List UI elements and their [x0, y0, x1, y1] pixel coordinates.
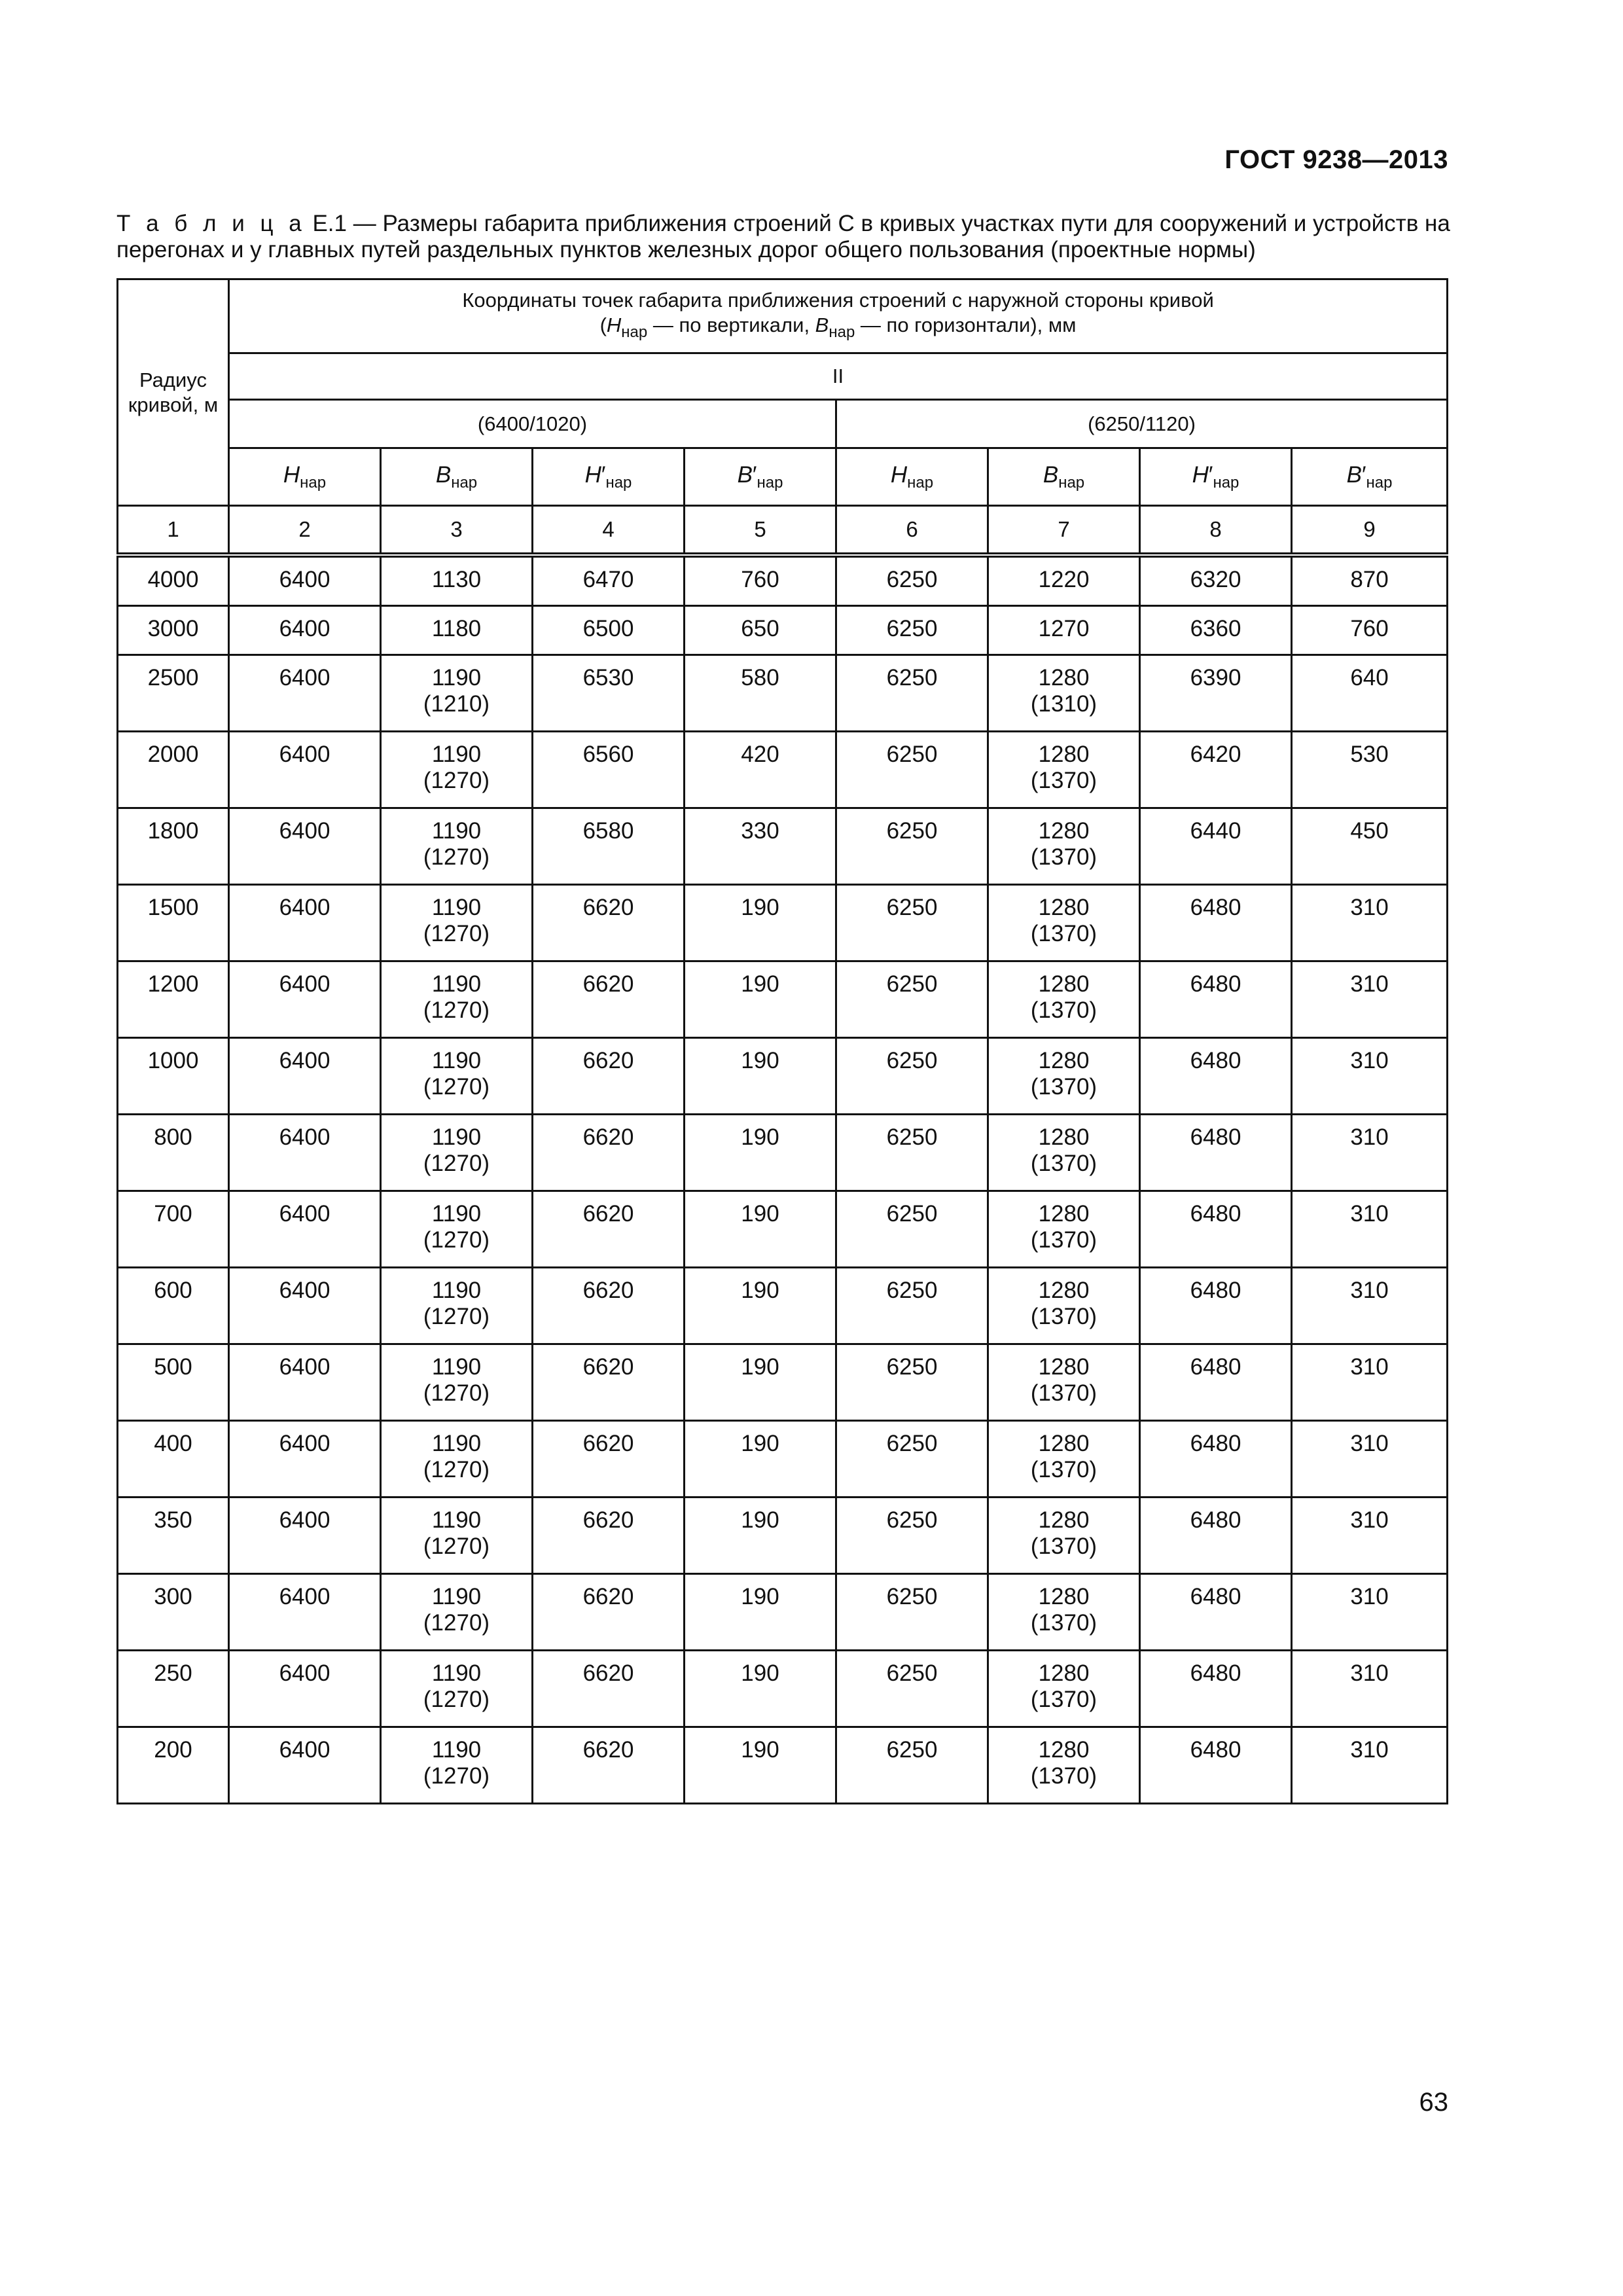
column-number-row [118, 506, 1448, 556]
table-cell: 6250 [836, 1191, 988, 1268]
table-cell: 6620 [533, 961, 685, 1038]
table-cell: 6400 [229, 961, 381, 1038]
column-symbol-cell: $H'_{нар}$ [1140, 448, 1292, 506]
table-row [118, 1268, 1448, 1344]
table-cell: 1200 [118, 961, 229, 1038]
table-cell: 1280 (1370) [988, 961, 1140, 1038]
column-number-cell: 7 [988, 506, 1140, 556]
table-cell: 6620 [533, 1727, 685, 1804]
column-symbol-row [118, 448, 1448, 506]
column-symbol-cell: $B'_{нар}$ [1292, 448, 1448, 506]
table-row [118, 1498, 1448, 1574]
table-cell: 6470 [533, 555, 685, 606]
table-cell: 1190 (1270) [381, 1421, 533, 1498]
table-cell: 6400 [229, 732, 381, 808]
table-cell: 310 [1292, 1651, 1448, 1727]
table-cell: 1190 (1270) [381, 1115, 533, 1191]
table-row [118, 1191, 1448, 1268]
table-cell: 760 [685, 555, 836, 606]
table-cell: 190 [685, 1574, 836, 1651]
table-cell: 800 [118, 1115, 229, 1191]
table-cell: 1280 (1370) [988, 732, 1140, 808]
table-cell: 6360 [1140, 606, 1292, 655]
coordinates-header-line2: ($H_{нар}$ — по вертикали, $B_{нар}$ — по горизонтали), мм [599, 313, 1077, 341]
table-cell: 4000 [118, 555, 229, 606]
column-number-cell: 3 [381, 506, 533, 556]
table-cell: 6400 [229, 885, 381, 961]
table-cell: 580 [685, 655, 836, 732]
table-cell: 6250 [836, 1727, 988, 1804]
table-cell: 1280 (1370) [988, 1574, 1140, 1651]
table-cell: 6480 [1140, 1191, 1292, 1268]
table-cell: 310 [1292, 1727, 1448, 1804]
table-cell: 6480 [1140, 1038, 1292, 1115]
table-cell: 310 [1292, 1421, 1448, 1498]
table-cell: 1190 (1270) [381, 1191, 533, 1268]
table-cell: 2000 [118, 732, 229, 808]
table-cell: 6480 [1140, 1268, 1292, 1344]
table-cell: 6400 [229, 808, 381, 885]
column-number-cell: 1 [118, 506, 229, 556]
table-cell: 350 [118, 1498, 229, 1574]
table-cell: 6620 [533, 1498, 685, 1574]
table-cell: 1190 (1270) [381, 1727, 533, 1804]
table-row [118, 732, 1448, 808]
table-cell: 6250 [836, 1268, 988, 1344]
table-cell: 190 [685, 1651, 836, 1727]
table-cell: 420 [685, 732, 836, 808]
table-cell: 1280 (1370) [988, 1268, 1140, 1344]
table-cell: 6620 [533, 1115, 685, 1191]
table-cell: 190 [685, 1038, 836, 1115]
table-cell: 1280 (1370) [988, 1344, 1140, 1421]
table-row [118, 808, 1448, 885]
table-row [118, 1115, 1448, 1191]
table-cell: 310 [1292, 1191, 1448, 1268]
table-cell: 6400 [229, 1498, 381, 1574]
table-cell: 6400 [229, 1421, 381, 1498]
table-cell: 6500 [533, 606, 685, 655]
table-row [118, 1727, 1448, 1804]
table-cell: 310 [1292, 1344, 1448, 1421]
column-number-cell: 5 [685, 506, 836, 556]
table-row [118, 1574, 1448, 1651]
coordinates-header-line1: Координаты точек габарита приближения строений с наружной стороны кривой [462, 288, 1214, 312]
table-cell: 6480 [1140, 961, 1292, 1038]
table-cell: 6440 [1140, 808, 1292, 885]
table-cell: 6480 [1140, 1498, 1292, 1574]
table-cell: 6620 [533, 1574, 685, 1651]
table-cell: 760 [1292, 606, 1448, 655]
table-cell: 190 [685, 1344, 836, 1421]
table-header [118, 279, 1448, 506]
table-cell: 1280 (1370) [988, 1651, 1140, 1727]
table-cell: 190 [685, 1498, 836, 1574]
table-cell: 6250 [836, 732, 988, 808]
table-cell: 650 [685, 606, 836, 655]
column-number-cell: 8 [1140, 506, 1292, 556]
table-cell: 1280 (1370) [988, 808, 1140, 885]
column-number-body [118, 506, 1448, 556]
table-cell: 6480 [1140, 1421, 1292, 1498]
table-cell: 1190 (1270) [381, 1498, 533, 1574]
table-row [118, 555, 1448, 606]
table-cell: 6480 [1140, 1344, 1292, 1421]
table-cell: 1190 (1270) [381, 808, 533, 885]
table-cell: 2500 [118, 655, 229, 732]
group-header-6250-1120: (6250/1120) [836, 400, 1448, 448]
table-cell: 190 [685, 1421, 836, 1498]
table-row [118, 1651, 1448, 1727]
table-cell: 6400 [229, 555, 381, 606]
table-cell: 1190 (1210) [381, 655, 533, 732]
column-symbol-cell: $H_{нар}$ [836, 448, 988, 506]
table-cell: 500 [118, 1344, 229, 1421]
table-cell: 1000 [118, 1038, 229, 1115]
table-row [118, 885, 1448, 961]
table-cell: 190 [685, 1727, 836, 1804]
caption-text: Е.1 — Размеры габарита приближения строений С в кривых участках пути для сооружений и устройств на перегонах и у главных путей раздельных пунктов железных дорог общего пользования (проектные нормы) [116, 211, 1450, 262]
table-cell: 6250 [836, 961, 988, 1038]
table-cell: 1500 [118, 885, 229, 961]
radius-column-header: Радиус кривой, м [118, 279, 229, 506]
table-cell: 190 [685, 885, 836, 961]
table-cell: 6480 [1140, 1115, 1292, 1191]
table-cell: 6320 [1140, 555, 1292, 606]
table-row [118, 655, 1448, 732]
document-standard-header: ГОСТ 9238—2013 [1224, 145, 1448, 174]
table-cell: 1280 (1310) [988, 655, 1140, 732]
table-cell: 6250 [836, 1498, 988, 1574]
table-cell: 1190 (1270) [381, 1344, 533, 1421]
table-cell: 310 [1292, 1498, 1448, 1574]
table-cell: 1190 (1270) [381, 1268, 533, 1344]
table-cell: 1190 (1270) [381, 961, 533, 1038]
table-cell: 6620 [533, 1421, 685, 1498]
table-cell: 1280 (1370) [988, 1498, 1140, 1574]
clearance-class-header: II [229, 353, 1448, 400]
table-row [118, 1421, 1448, 1498]
table-cell: 6400 [229, 1574, 381, 1651]
table-cell: 6400 [229, 1651, 381, 1727]
table-cell: 190 [685, 961, 836, 1038]
table-cell: 6250 [836, 1038, 988, 1115]
table-cell: 530 [1292, 732, 1448, 808]
table-cell: 870 [1292, 555, 1448, 606]
table-cell: 6620 [533, 1191, 685, 1268]
column-symbol-cell: $B_{нар}$ [988, 448, 1140, 506]
table-cell: 6390 [1140, 655, 1292, 732]
table-cell: 700 [118, 1191, 229, 1268]
table-cell: 6530 [533, 655, 685, 732]
table-cell: 6400 [229, 655, 381, 732]
table-cell: 310 [1292, 1574, 1448, 1651]
table-cell: 6480 [1140, 1651, 1292, 1727]
table-cell: 6480 [1140, 1727, 1292, 1804]
column-number-cell: 6 [836, 506, 988, 556]
table-cell: 1280 (1370) [988, 1421, 1140, 1498]
table-cell: 190 [685, 1191, 836, 1268]
table-cell: 6250 [836, 1651, 988, 1727]
table-cell: 6620 [533, 1344, 685, 1421]
table-cell: 6400 [229, 1038, 381, 1115]
table-row [118, 1344, 1448, 1421]
column-symbol-cell: $B_{нар}$ [381, 448, 533, 506]
table-cell: 1190 (1270) [381, 1038, 533, 1115]
table-cell: 1130 [381, 555, 533, 606]
table-cell: 6620 [533, 885, 685, 961]
table-row [118, 606, 1448, 655]
table-cell: 300 [118, 1574, 229, 1651]
table-cell: 1280 (1370) [988, 885, 1140, 961]
table-cell: 6250 [836, 606, 988, 655]
table-cell: 1190 (1270) [381, 885, 533, 961]
table-cell: 6250 [836, 1421, 988, 1498]
column-symbol-cell: $H'_{нар}$ [533, 448, 685, 506]
table-cell: 6250 [836, 655, 988, 732]
table-cell: 1190 (1270) [381, 732, 533, 808]
coordinates-header [229, 279, 1448, 353]
table-cell: 1220 [988, 555, 1140, 606]
table-cell: 310 [1292, 1268, 1448, 1344]
group-header-6400-1020: (6400/1020) [229, 400, 836, 448]
table-cell: 6400 [229, 1344, 381, 1421]
table-cell: 6620 [533, 1268, 685, 1344]
table-cell: 6250 [836, 808, 988, 885]
table-cell: 310 [1292, 885, 1448, 961]
table-cell: 6250 [836, 555, 988, 606]
column-number-cell: 9 [1292, 506, 1448, 556]
table-cell: 310 [1292, 961, 1448, 1038]
page-number: 63 [1419, 2088, 1448, 2117]
table-cell: 6620 [533, 1651, 685, 1727]
table-cell: 330 [685, 808, 836, 885]
table-cell: 6400 [229, 1191, 381, 1268]
table-cell: 250 [118, 1651, 229, 1727]
table-cell: 1280 (1370) [988, 1727, 1140, 1804]
table-cell: 1180 [381, 606, 533, 655]
table-cell: 600 [118, 1268, 229, 1344]
column-symbol-cell: $H_{нар}$ [229, 448, 381, 506]
table-cell: 1270 [988, 606, 1140, 655]
table-caption [116, 211, 1452, 263]
table-cell: 310 [1292, 1038, 1448, 1115]
table-cell: 6400 [229, 1115, 381, 1191]
table-cell: 6400 [229, 606, 381, 655]
table-row [118, 961, 1448, 1038]
table-cell: 1280 (1370) [988, 1115, 1140, 1191]
table-cell: 6250 [836, 1115, 988, 1191]
table-cell: 6250 [836, 885, 988, 961]
table-cell: 6250 [836, 1574, 988, 1651]
table-cell: 200 [118, 1727, 229, 1804]
table-cell: 1800 [118, 808, 229, 885]
table-cell: 1190 (1270) [381, 1574, 533, 1651]
column-number-cell: 2 [229, 506, 381, 556]
table-cell: 1190 (1270) [381, 1651, 533, 1727]
table-cell: 3000 [118, 606, 229, 655]
table-cell: 450 [1292, 808, 1448, 885]
table-cell: 1280 (1370) [988, 1038, 1140, 1115]
table-cell: 6580 [533, 808, 685, 885]
table-cell: 6250 [836, 1344, 988, 1421]
table-row [118, 1038, 1448, 1115]
table-cell: 190 [685, 1268, 836, 1344]
table-cell: 6400 [229, 1727, 381, 1804]
table-cell: 6480 [1140, 1574, 1292, 1651]
table-data-body [118, 555, 1448, 1804]
table-cell: 400 [118, 1421, 229, 1498]
column-symbol-cell: $B'_{нар}$ [685, 448, 836, 506]
caption-label: Т а б л и ц а [116, 211, 306, 236]
clearance-table [116, 278, 1448, 1804]
table-cell: 190 [685, 1115, 836, 1191]
column-number-cell: 4 [533, 506, 685, 556]
table-cell: 1280 (1370) [988, 1191, 1140, 1268]
table-cell: 6400 [229, 1268, 381, 1344]
table-cell: 6620 [533, 1038, 685, 1115]
table-cell: 640 [1292, 655, 1448, 732]
table-cell: 6480 [1140, 885, 1292, 961]
table-cell: 6420 [1140, 732, 1292, 808]
table-cell: 310 [1292, 1115, 1448, 1191]
table-cell: 6560 [533, 732, 685, 808]
